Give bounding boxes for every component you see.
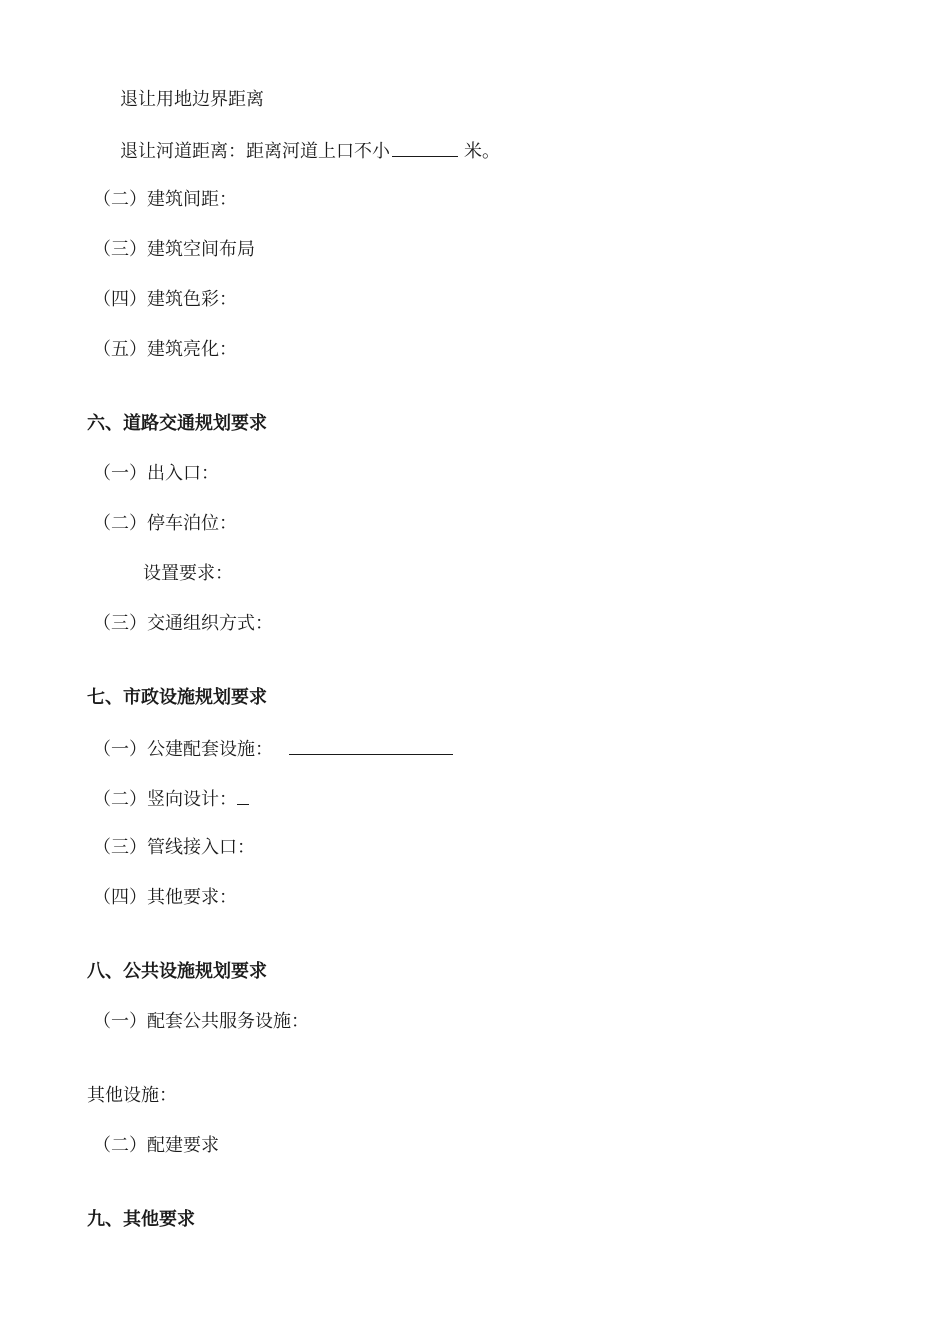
traffic-organization-item: （三）交通组织方式： bbox=[93, 613, 273, 634]
public-service-item: （一）配套公共服务设施： bbox=[93, 1011, 309, 1032]
section-heading-traffic: 六、道路交通规划要求 bbox=[87, 413, 267, 434]
vertical-design-blank bbox=[237, 786, 249, 805]
public-facilities-item bbox=[93, 736, 453, 762]
parking-requirement-item: 设置要求： bbox=[143, 563, 233, 584]
public-facilities-blank bbox=[289, 736, 453, 755]
building-spacing-item: （二）建筑间距： bbox=[93, 189, 237, 210]
public-facilities-label: （一）公建配套设施： bbox=[93, 739, 273, 760]
entrance-item: （一）出入口： bbox=[93, 463, 219, 484]
other-requirements-item: （四）其他要求： bbox=[93, 887, 237, 908]
setback-river-prefix: 退让河道距离：距离河道上口不小 bbox=[120, 141, 390, 162]
setback-river-blank bbox=[392, 138, 458, 157]
other-facilities-item: 其他设施： bbox=[87, 1085, 177, 1106]
section-heading-municipal: 七、市政设施规划要求 bbox=[87, 687, 267, 708]
vertical-design-label: （二）竖向设计： bbox=[93, 789, 237, 810]
building-lighting-item: （五）建筑亮化： bbox=[93, 339, 237, 360]
vertical-design-item bbox=[93, 786, 249, 812]
section-heading-public: 八、公共设施规划要求 bbox=[87, 961, 267, 982]
parking-item: （二）停车泊位： bbox=[93, 513, 237, 534]
building-layout-item: （三）建筑空间布局 bbox=[93, 239, 255, 260]
building-color-item: （四）建筑色彩： bbox=[93, 289, 237, 310]
construction-requirement-item: （二）配建要求 bbox=[93, 1135, 219, 1156]
setback-river-line bbox=[120, 138, 500, 164]
setback-boundary-line: 退让用地边界距离 bbox=[120, 89, 264, 110]
setback-river-suffix: 米。 bbox=[464, 141, 500, 162]
pipeline-item: （三）管线接入口： bbox=[93, 837, 255, 858]
section-heading-other: 九、其他要求 bbox=[87, 1209, 195, 1230]
